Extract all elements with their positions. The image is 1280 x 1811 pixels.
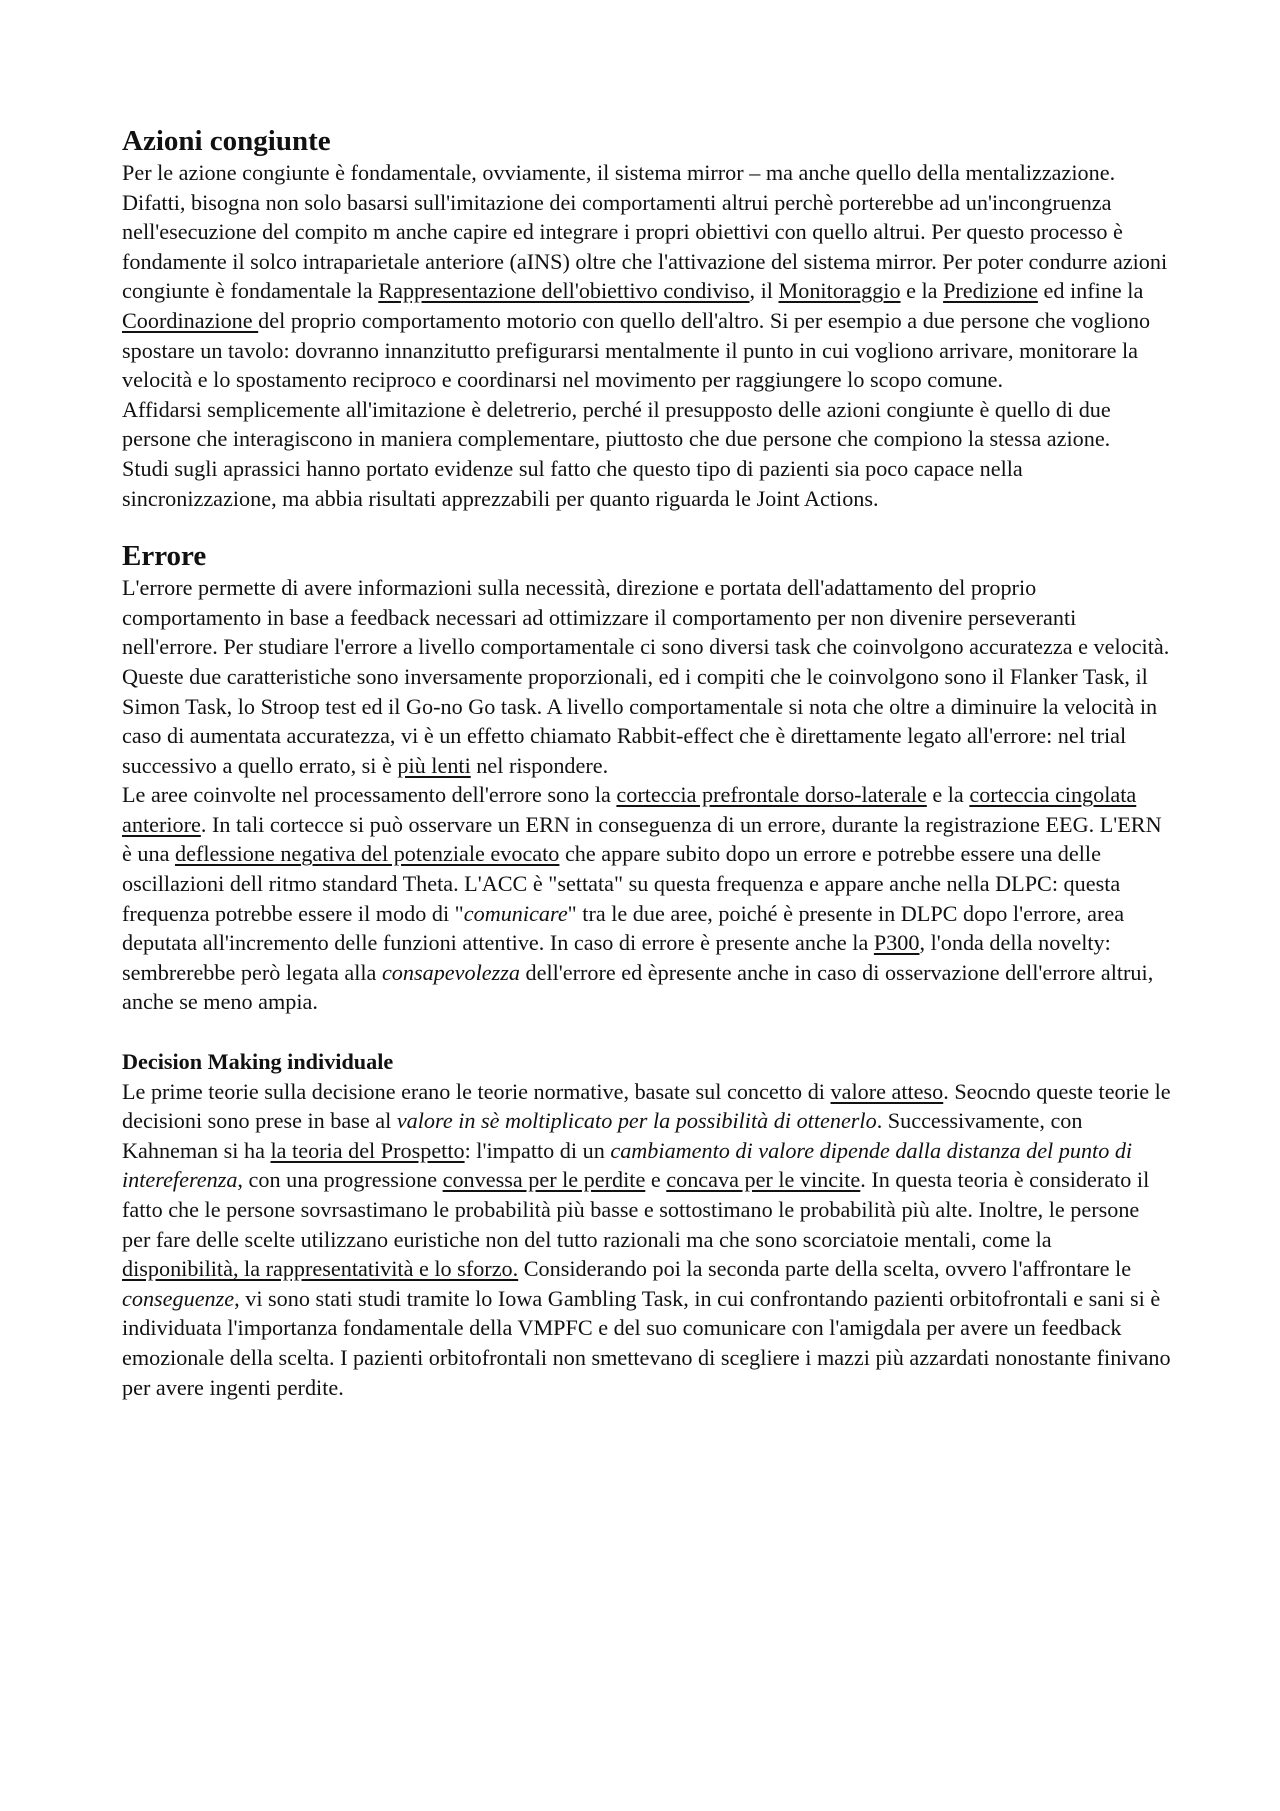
- section-title-decision-making: Decision Making individuale: [122, 1049, 394, 1075]
- underlined-p300: P300: [873, 930, 920, 956]
- paragraph-azioni-3: Studi sugli aprassici hanno portato evidenze sul fatto che questo tipo di pazienti sia poco capace nella sincronizzazione, ma abbia risultati apprezzabili per quanto riguarda le Joint Actions.: [122, 455, 1023, 511]
- italic-comunicare: comunicare: [463, 900, 568, 926]
- italic-conseguenze: conseguenze: [122, 1285, 235, 1311]
- underlined-acc: corteccia cingolata anteriore: [122, 782, 1137, 837]
- underlined-rappresentazione: Rappresentazione dell'obiettivo condiviso: [378, 278, 750, 304]
- underlined-monitoraggio: Monitoraggio: [778, 278, 901, 304]
- paragraph-azioni-1: Per le azione congiunte è fondamentale, ovviamente, il sistema mirror – ma anche quello della mentalizzazione. Difatti, bisogna non solo basarsi sull'imitazione dei comportamenti altrui perchè porterebbe ad un'incongruenza nell'esecuzione del compito m anche capire ed integrare i propri obiettivi con quello altrui. Per questo processo è fondamente il solco intraparietale anteriore (aINS) oltre che l'attivazione del sistema mirror. Per poter condurre azioni congiunte è fondamentale la Rappresentazione dell'obiettivo condiviso, il Monitoraggio e la Predizione ed infine la Coordinazione del proprio comportamento motorio con quello dell'altro. Si per esempio a due persone che vogliono spostare un tavolo: dovranno innanzitutto prefigurarsi mentalmente il punto in cui vogliono arrivare, monitorare la velocità e lo spostamento reciproco e coordinarsi nel movimento per raggiungere lo scopo comune.: [122, 160, 1168, 393]
- underlined-coordinazione: Coordinazione: [122, 307, 259, 333]
- italic-consapevolezza: consapevolezza: [381, 959, 520, 985]
- italic-valore-in-se: valore in sè moltiplicato per la possibilità di ottenerlo: [396, 1108, 877, 1134]
- document-page: [122, 124, 1172, 1402]
- underlined-valore-atteso: valore atteso: [830, 1078, 944, 1104]
- underlined-deflessione: deflessione negativa del potenziale evocato: [174, 841, 560, 867]
- paragraph-errore-2: Le aree coinvolte nel processamento dell'errore sono la corteccia prefrontale dorso-laterale e la corteccia cingolata anteriore. In tali cortecce si può osservare un ERN in conseguenza di un errore, durante la registrazione EEG. L'ERN è una deflessione negativa del potenziale evocato che appare subito dopo un errore e potrebbe essere una delle oscillazioni dell ritmo standard Theta. L'ACC è "settata" su questa frequenza e appare anche nella DLPC: questa frequenza potrebbe essere il modo di "comunicare" tra le due aree, poiché è presente in DLPC dopo l'errore, area deputata all'incremento delle funzioni attentive. In caso di errore è presente anche la P300, l'onda della novelty: sembrerebbe però legata alla consapevolezza dell'errore ed èpresente anche in caso di osservazione dell'errore altrui, anche se meno ampia.: [122, 782, 1162, 1015]
- section-title-azioni-congiunte: Azioni congiunte: [122, 125, 331, 157]
- underlined-predizione: Predizione: [943, 278, 1038, 304]
- paragraph-azioni-2: Affidarsi semplicemente all'imitazione è deletrerio, perché il presupposto delle azioni congiunte è quello di due persone che interagiscono in maniera complementare, piuttosto che due persone che compiono la stessa azione.: [122, 396, 1111, 452]
- underlined-piu-lenti: più lenti: [397, 752, 471, 778]
- underlined-dlpfc: corteccia prefrontale dorso-laterale: [616, 782, 927, 808]
- paragraph-errore-1: L'errore permette di avere informazioni sulla necessità, direzione e portata dell'adattamento del proprio comportamento in base a feedback necessari ad ottimizzare il comportamento per non divenire perseveranti nell'errore. Per studiare l'errore a livello comportamentale ci sono diversi task che coinvolgono accuratezza e velocità. Queste due caratteristiche sono inversamente proporzionali, ed i compiti che le coinvolgono sono il Flanker Task, il Simon Task, lo Stroop test ed il Go-no Go task. A livello comportamentale si nota che oltre a diminuire la velocità in caso di aumentata accuratezza, vi è un effetto chiamato Rabbit-effect che è direttamente legato all'errore: nel trial successivo a quello errato, si è più lenti nel rispondere.: [122, 575, 1170, 778]
- underlined-concava: concava per le vincite: [666, 1167, 861, 1193]
- italic-cambiamento-valore: cambiamento di valore dipende dalla distanza del punto di intereferenza: [122, 1137, 1133, 1193]
- underlined-euristiche: disponibilità, la rappresentatività e lo sforzo.: [122, 1256, 519, 1282]
- section-title-errore: Errore: [122, 540, 207, 573]
- paragraph-decision-1: Le prime teorie sulla decisione erano le teorie normative, basate sul concetto di valore atteso. Seocndo queste teorie le decisioni sono prese in base al valore in sè moltiplicato per la possibilità di ottenerlo. Successivamente, con Kahneman si ha la teoria del Prospetto: l'impatto di un cambiamento di valore dipende dalla distanza del punto di intereferenza, con una progressione convessa per le perdite e concava per le vincite. In questa teoria è considerato il fatto che le persone sovrsastimano le probabilità più basse e sottostimano le probabilità più alte. Inoltre, le persone per fare delle scelte utilizzano euristiche non del tutto razionali ma che sono scorciatoie mentali, come la disponibilità, la rappresentatività e lo sforzo. Considerando poi la seconda parte della scelta, ovvero l'affrontare le conseguenze, vi sono stati studi tramite lo Iowa Gambling Task, in cui confrontando pazienti orbitofrontali e sani si è individuata l'importanza fondamentale della VMPFC e del suo comunicare con l'amigdala per avere un feedback emozionale della scelta. I pazienti orbitofrontali non smettevano di scegliere i mazzi più azzardati nonostante finivano per avere ingenti perdite.: [122, 1078, 1171, 1400]
- underlined-teoria-prospetto: la teoria del Prospetto: [270, 1137, 465, 1163]
- underlined-convessa: convessa per le perdite: [442, 1167, 646, 1193]
